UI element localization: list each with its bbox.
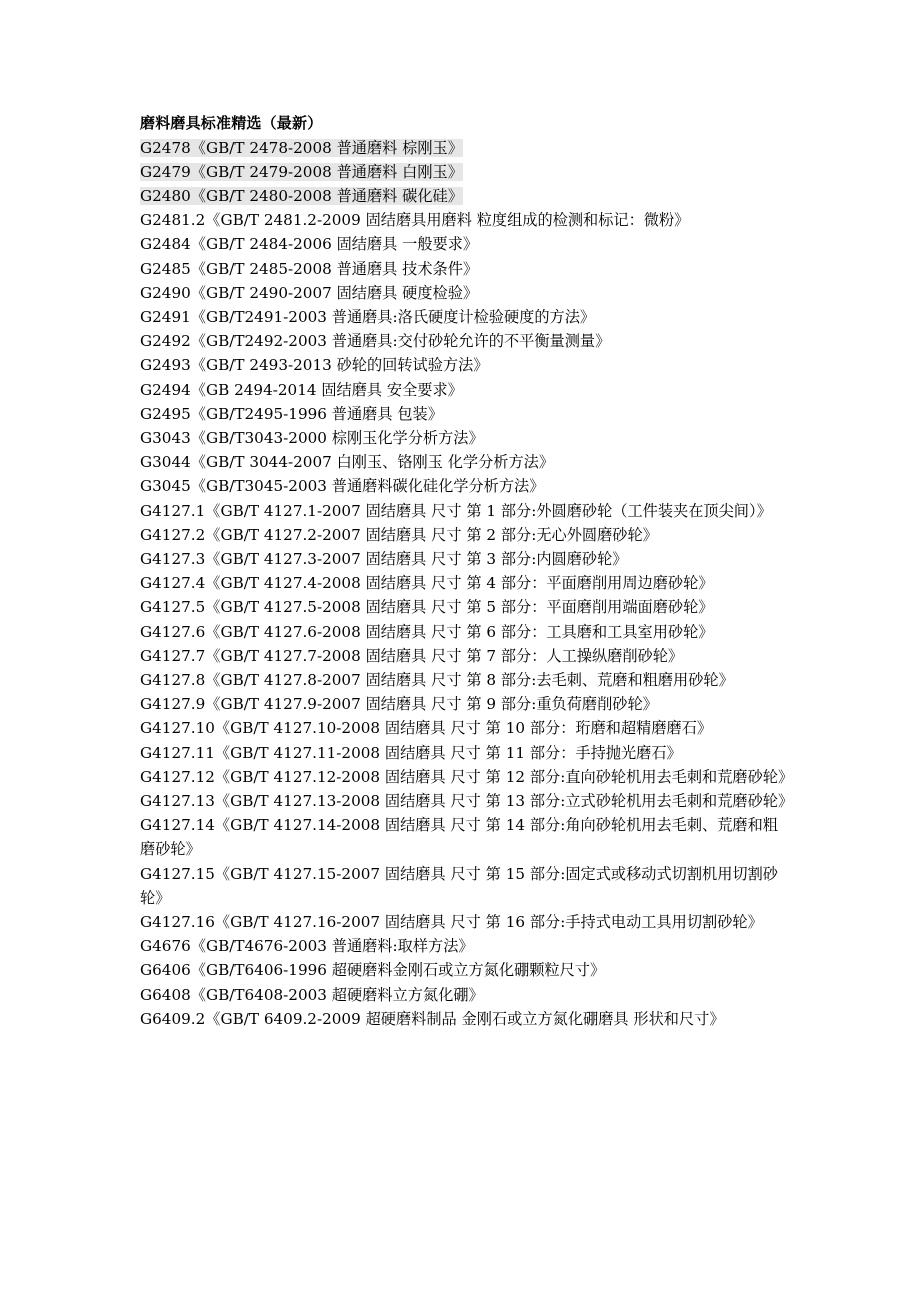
standard-entry — [140, 329, 790, 353]
standard-entry — [140, 910, 790, 934]
document-page — [140, 111, 794, 1031]
standard-entry — [140, 305, 790, 329]
standard-entry — [140, 499, 790, 523]
standard-entry — [140, 232, 790, 256]
standard-entry-text: G4127.3《GB/T 4127.3-2007 固结磨具 尺寸 第 3 部分:内圆磨砂轮》 — [140, 549, 628, 568]
standard-entry — [140, 523, 790, 547]
document-title: 磨料磨具标准精选（最新） — [140, 114, 323, 132]
standard-entry — [140, 378, 790, 402]
standard-entry-text: G2481.2《GB/T 2481.2-2009 固结磨具用磨料 粒度组成的检测和标记：微粉》 — [140, 211, 690, 230]
standard-entry-text: G2490《GB/T 2490-2007 固结磨具 硬度检验》 — [140, 283, 479, 302]
standard-entry-text: G2480《GB/T 2480-2008 普通磨料 碳化硅》 — [140, 186, 463, 205]
standard-entry — [140, 426, 790, 450]
standard-entry-text: G4127.16《GB/T 4127.16-2007 固结磨具 尺寸 第 16 部分:手持式电动工具用切割砂轮》 — [140, 913, 763, 931]
standard-entry — [140, 450, 790, 474]
standard-entry — [140, 208, 790, 232]
standard-entry-text: G3044《GB/T 3044-2007 白刚玉、铬刚玉 化学分析方法》 — [140, 453, 555, 472]
standard-entry-text: G4127.12《GB/T 4127.12-2008 固结磨具 尺寸 第 12 部分:直向砂轮机用去毛刺和荒磨砂轮》 — [140, 767, 794, 786]
standard-entry-text: G4127.2《GB/T 4127.2-2007 固结磨具 尺寸 第 2 部分:无心外圆磨砂轮》 — [140, 525, 658, 544]
standard-entry-text: G6409.2《GB/T 6409.2-2009 超硬磨料制品 金刚石或立方氮化硼磨具 形状和尺寸》 — [140, 1009, 725, 1028]
standard-entry — [140, 595, 790, 619]
standard-entry-text: G4127.6《GB/T 4127.6-2008 固结磨具 尺寸 第 6 部分：工具磨和工具室用砂轮》 — [140, 622, 714, 641]
standard-entry — [140, 862, 790, 910]
standard-entry — [140, 934, 790, 958]
standard-entry — [140, 716, 790, 740]
standard-entry-text: G4676《GB/T4676-2003 普通磨料:取样方法》 — [140, 937, 474, 956]
standard-entry — [140, 620, 790, 644]
standard-entry — [140, 1007, 790, 1031]
standard-entry-text: G3045《GB/T3045-2003 普通磨料碳化硅化学分析方法》 — [140, 477, 545, 496]
standard-entry — [140, 184, 790, 208]
standard-entry-text: G2493《GB/T 2493-2013 砂轮的回转试验方法》 — [140, 356, 489, 375]
standard-entry — [140, 402, 790, 426]
standard-entry-text: G2478《GB/T 2478-2008 普通磨料 棕刚玉》 — [140, 138, 463, 157]
standard-entry-text: G4127.5《GB/T 4127.5-2008 固结磨具 尺寸 第 5 部分：平面磨削用端面磨砂轮》 — [140, 598, 714, 617]
standard-entry-text: G4127.7《GB/T 4127.7-2008 固结磨具 尺寸 第 7 部分：人工操纵磨削砂轮》 — [140, 646, 684, 665]
standard-entry — [140, 353, 790, 377]
standard-entry — [140, 547, 790, 571]
standard-entry-text: G2494《GB 2494-2014 固结磨具 安全要求》 — [140, 380, 463, 399]
standard-entry-text: G2479《GB/T 2479-2008 普通磨料 白刚玉》 — [140, 162, 463, 181]
standard-entry — [140, 474, 790, 498]
standard-entry-text: G2484《GB/T 2484-2006 固结磨具 一般要求》 — [140, 235, 479, 254]
standard-entry — [140, 983, 790, 1007]
standard-entry-text: G4127.14《GB/T 4127.14-2008 固结磨具 尺寸 第 14 部分:角向砂轮机用去毛刺、荒磨和粗磨砂轮》 — [140, 816, 778, 859]
standard-entry — [140, 136, 790, 160]
standard-entry — [140, 958, 790, 982]
standards-list — [140, 136, 794, 1032]
standard-entry-text: G4127.15《GB/T 4127.15-2007 固结磨具 尺寸 第 15 部分:固定式或移动式切割机用切割砂轮》 — [140, 864, 778, 907]
standard-entry — [140, 813, 790, 861]
standard-entry-text: G4127.1《GB/T 4127.1-2007 固结磨具 尺寸 第 1 部分:外圆磨砂轮（工件装夹在顶尖间）》 — [140, 501, 772, 520]
standard-entry — [140, 765, 794, 789]
standard-entry — [140, 668, 790, 692]
standard-entry-text: G4127.4《GB/T 4127.4-2008 固结磨具 尺寸 第 4 部分：平面磨削用周边磨砂轮》 — [140, 574, 714, 593]
standard-entry — [140, 281, 790, 305]
standard-entry-text: G4127.13《GB/T 4127.13-2008 固结磨具 尺寸 第 13 部分:立式砂轮机用去毛刺和荒磨砂轮》 — [140, 791, 794, 810]
standard-entry — [140, 789, 794, 813]
standard-entry — [140, 692, 790, 716]
standard-entry — [140, 644, 790, 668]
standard-entry-text: G3043《GB/T3043-2000 棕刚玉化学分析方法》 — [140, 428, 484, 447]
standard-entry-text: G4127.9《GB/T 4127.9-2007 固结磨具 尺寸 第 9 部分:重负荷磨削砂轮》 — [140, 695, 658, 714]
standard-entry-text: G2485《GB/T 2485-2008 普通磨具 技术条件》 — [140, 259, 479, 278]
standard-entry — [140, 160, 790, 184]
standard-entry — [140, 257, 790, 281]
standard-entry-text: G6406《GB/T6406-1996 超硬磨料金刚石或立方氮化硼颗粒尺寸》 — [140, 961, 606, 980]
standard-entry — [140, 741, 790, 765]
standard-entry-text: G4127.8《GB/T 4127.8-2007 固结磨具 尺寸 第 8 部分:去毛刺、荒磨和粗磨用砂轮》 — [140, 670, 734, 689]
standard-entry-text: G4127.10《GB/T 4127.10-2008 固结磨具 尺寸 第 10 部分：珩磨和超精磨磨石》 — [140, 719, 713, 738]
standard-entry-text: G2495《GB/T2495-1996 普通磨具 包装》 — [140, 404, 443, 423]
standard-entry — [140, 571, 790, 595]
standard-entry-text: G2492《GB/T2492-2003 普通磨具:交付砂轮允许的不平衡量测量》 — [140, 332, 611, 351]
standard-entry-text: G2491《GB/T2491-2003 普通磨具:洛氏硬度计检验硬度的方法》 — [140, 307, 596, 326]
standard-entry-text: G4127.11《GB/T 4127.11-2008 固结磨具 尺寸 第 11 部分：手持抛光磨石》 — [140, 743, 682, 762]
standard-entry-text: G6408《GB/T6408-2003 超硬磨料立方氮化硼》 — [140, 985, 484, 1004]
